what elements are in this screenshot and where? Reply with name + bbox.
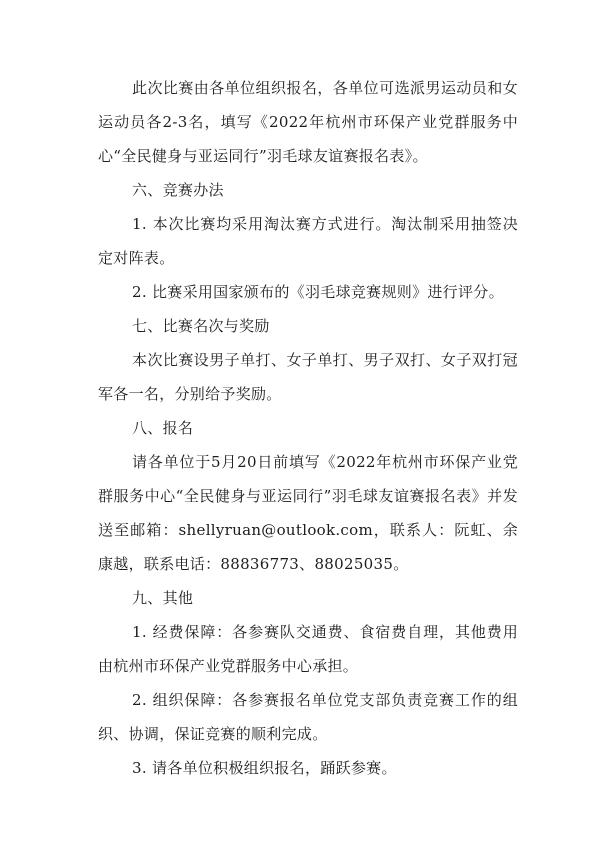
section-heading-other: 九、其他	[132, 589, 194, 607]
competition-method-item-1: 1. 本次比赛均采用淘汰赛方式进行。淘汰制采用抽签决定对阵表。	[98, 215, 518, 267]
section-heading-rankings-awards: 七、比赛名次与奖励	[132, 317, 270, 335]
competition-method-item-2: 2. 比赛采用国家颁布的《羽毛球竞赛规则》进行评分。	[132, 283, 504, 301]
section-heading-registration: 八、报名	[132, 419, 194, 437]
other-item-3: 3. 请各单位积极组织报名，踊跃参赛。	[132, 759, 397, 777]
registration-paragraph: 请各单位于5月20日前填写《2022年杭州市环保产业党群服务中心“全民健身与亚运同行”羽毛球友谊赛报名表》并发送至邮箱：shellyruan@outlook.com，联系人：阮虹、余康越，联系电话：88836773、88025035。	[98, 453, 518, 573]
other-item-1: 1. 经费保障：各参赛队交通费、食宿费自理，其他费用由杭州市环保产业党群服务中心承担。	[98, 623, 518, 675]
rankings-awards-paragraph: 本次比赛设男子单打、女子单打、男子双打、女子双打冠军各一名，分别给予奖励。	[98, 351, 518, 403]
other-item-2: 2. 组织保障：各参赛报名单位党支部负责竞赛工作的组织、协调，保证竞赛的顺利完成。	[98, 691, 518, 743]
section-heading-competition-method: 六、竞赛办法	[132, 181, 224, 199]
document-body	[98, 71, 518, 785]
intro-paragraph: 此次比赛由各单位组织报名，各单位可选派男运动员和女运动员各2-3名，填写《2022年杭州市环保产业党群服务中心“全民健身与亚运同行”羽毛球友谊赛报名表》。	[98, 79, 518, 165]
